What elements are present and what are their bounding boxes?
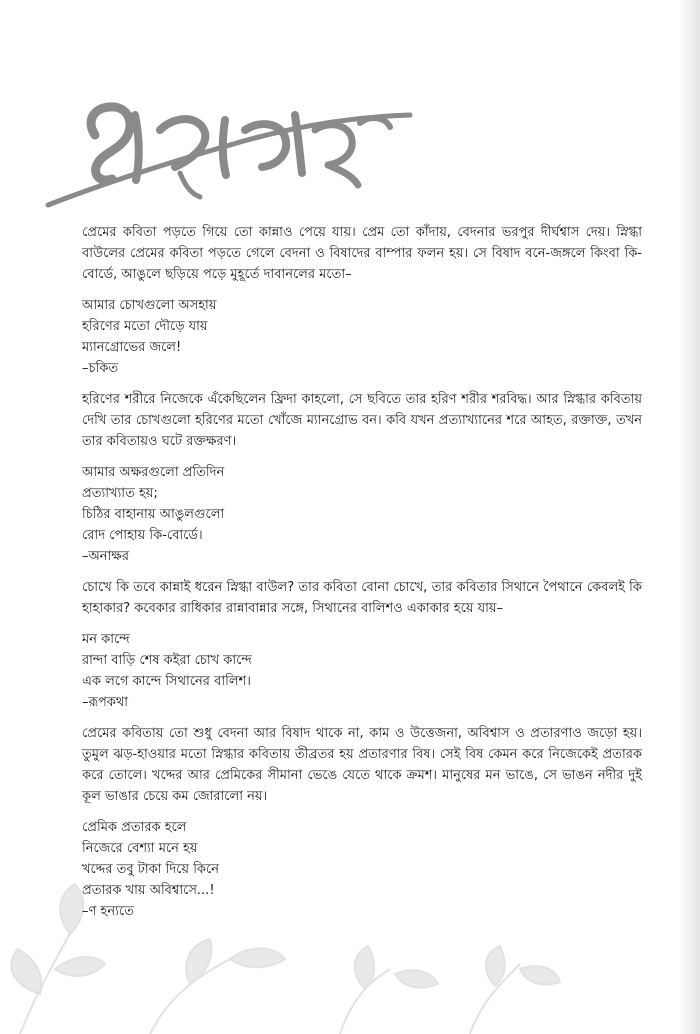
poem-excerpt [82, 629, 642, 713]
title-calligraphy [40, 75, 420, 225]
poem-line: ম্যানগ্রোভের জলে! [82, 340, 182, 355]
poem-excerpt [82, 817, 642, 922]
article-body [82, 222, 642, 932]
poem-excerpt [82, 462, 642, 567]
poem-credit: –চকিত [82, 361, 119, 376]
poem-line: মন কান্দে [82, 632, 130, 647]
paragraph: প্রেমের কবিতা পড়তে গিয়ে তো কান্নাও পেয়ে যায়। প্রেম তো কাঁদায়, বেদনার ভরপুর দীর্ঘশ্বাস দেয়। স্নিগ্ধা বাউলের প্রেমের কবিতা পড়তে গেলে বেদনা ও বিষাদের বাম্পার ফলন হয়। সে বিষাদ বনে-জঙ্গলে কিংবা কি-বোর্ডে, আঙুলে ছড়িয়ে পড়ে মুহূর্তে দাবানলের মতো– [82, 225, 642, 282]
poem-line: নিজেরে বেশ্যা মনে হয় [82, 841, 198, 856]
poem-line: আমার অক্ষরগুলো প্রতিদিন [82, 465, 225, 480]
poem-line: এক লগে কান্দে সিথানের বালিশ। [82, 674, 251, 689]
poem-line: চিঠির বাহানায় আঙুলগুলো [82, 507, 225, 522]
paragraph: চোখে কি তবে কান্নাই ধরেন স্নিগ্ধা বাউল? তার কবিতা বোনা চোখে, তার কবিতার সিথানে পৈথানে কেবলই কি হাহাকার? কবেকার রাধিকার রান্নাবান্নার সঙ্গে, সিথানের বালিশও একাকার হয়ে যায়– [82, 580, 642, 616]
poem-credit: –ণ হন্যতে [82, 904, 134, 919]
poem-line: আমার চোখগুলো অসহায় [82, 298, 217, 313]
poem-line: প্রেমিক প্রতারক হলে [82, 820, 187, 835]
paragraph: হরিণের শরীরে নিজেকে এঁকেছিলেন ফ্রিদা কাহলো, সে ছবিতে তার হরিণ শরীর শরবিদ্ধ। আর স্নিগ্ধার কবিতায় দেখি তার চোখগুলো হরিণের মতো খোঁজে ম্যানগ্রোভ বন। কবি যখন প্রত্যাখ্যানের শরে আহত, রক্তাক্ত, তখন তার কবিতায়ও ঘটে রক্তক্ষরণ। [82, 392, 642, 449]
poem-line: খদ্দের তবু টাকা দিয়ে কিনে [82, 862, 219, 877]
poem-line: রোদ পোহায় কি-বোর্ডে। [82, 528, 203, 543]
poem-credit: –রূপকথা [82, 695, 129, 710]
poem-line: প্রত্যাখ্যাত হয়; [82, 486, 158, 501]
poem-line: হরিণের মতো দৌড়ে যায় [82, 319, 208, 334]
poem-credit: –অনাক্ষর [82, 549, 129, 564]
poem-line: প্রতারক খায় অবিশ্বাসে...! [82, 883, 215, 898]
poem-excerpt [82, 295, 642, 379]
paragraph: প্রেমের কবিতায় তো শুধু বেদনা আর বিষাদ থাকে না, কাম ও উত্তেজনা, অবিশ্বাস ও প্রতারণাও জড়ো হয়। তুমুল ঝড়-হাওয়ার মতো স্নিগ্ধার কবিতায় তীব্রতর হয় প্রতারণার বিষ। সেই বিষ কেমন করে নিজেকেই প্রতারক করে তোলে। খদ্দের আর প্রেমিকের সীমানা ভেঙে যেতে থাকে ক্রমশ। মানুষের মন ভাঙে, সে ভাঙন নদীর দুই কূল ভাঙার চেয়ে কম জোরালো নয়। [82, 726, 642, 804]
poem-line: রান্দা বাড়ি শেষ কইরা চোখ কান্দে [82, 653, 252, 668]
